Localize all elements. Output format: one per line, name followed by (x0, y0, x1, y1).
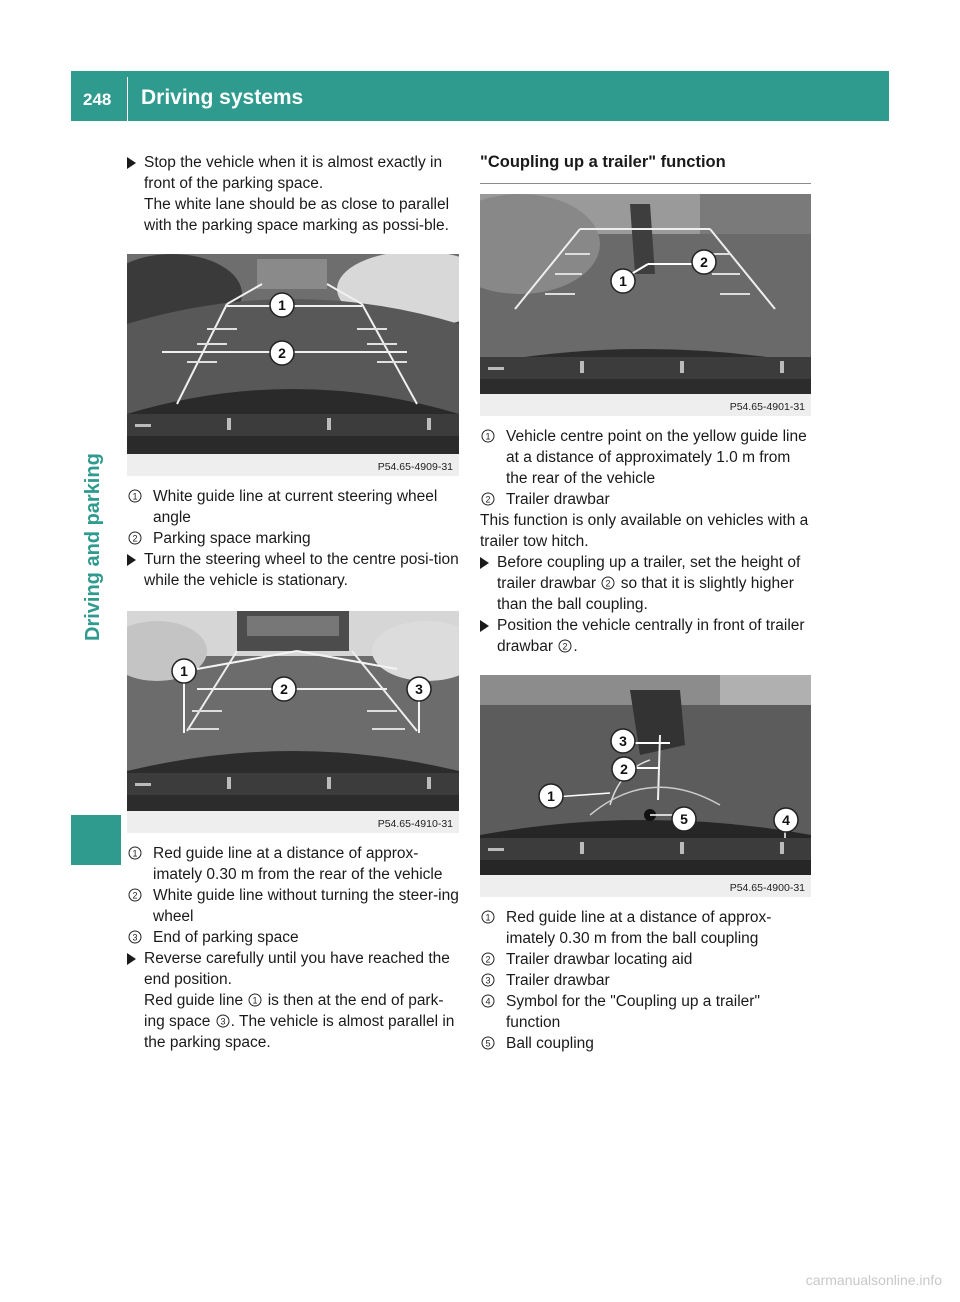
instruction-step: Before coupling up a trailer, set the height of trailer drawbar 2 so that it is slightly higher than the ball coupling. (480, 552, 811, 615)
camera-image-parking-1 (127, 254, 459, 476)
camera-image-parking-2 (127, 611, 459, 833)
svg-text:1: 1 (485, 912, 491, 923)
legend-text: Trailer drawbar locating aid (506, 951, 693, 968)
callout-circle-icon (558, 639, 572, 653)
legend-item (127, 843, 459, 885)
svg-text:2: 2 (132, 890, 138, 901)
header-divider (127, 77, 128, 121)
rear-camera-view-icon (480, 675, 811, 897)
legend-text: End of parking space (153, 929, 299, 946)
step-text: Turn the steering wheel to the centre posi-tion while the vehicle is stationary. (144, 551, 459, 589)
step-text: The white lane should be as close to parallel with the parking space marking as possi-ble. (144, 196, 450, 234)
callout-1: 1 (547, 788, 555, 804)
svg-text:1: 1 (252, 995, 258, 1006)
left-column (127, 152, 459, 1053)
svg-text:5: 5 (485, 1038, 491, 1049)
callout-1: 1 (619, 273, 627, 289)
instruction-step: Position the vehicle centrally in front of trailer drawbar 2 . (480, 615, 811, 657)
callout-circle-icon (128, 489, 142, 503)
svg-text:2: 2 (132, 533, 138, 544)
callout-circle-icon (481, 952, 495, 966)
step-arrow-icon (480, 620, 489, 632)
callout-circle-icon (481, 1036, 495, 1050)
step-arrow-icon (127, 953, 136, 965)
legend-item (127, 528, 459, 549)
watermark: carmanualsonline.info (805, 1272, 942, 1288)
svg-text:2: 2 (562, 641, 568, 652)
rear-camera-view-icon (480, 194, 811, 416)
info-paragraph: This function is only available on vehicles with a trailer tow hitch. (480, 512, 809, 550)
figure-code: P54.65-4909-31 (377, 461, 453, 473)
callout-1: 1 (180, 663, 188, 679)
legend-text: White guide line at current steering wheel angle (153, 488, 438, 526)
legend-item (480, 907, 811, 949)
callout-1: 1 (278, 297, 286, 313)
svg-text:3: 3 (220, 1016, 226, 1027)
legend-text: White guide line without turning the steer-ing wheel (153, 887, 459, 925)
legend-item (127, 486, 459, 528)
legend-item (480, 1033, 811, 1054)
callout-circle-icon (481, 492, 495, 506)
page-header (71, 71, 889, 121)
step-text: Reverse carefully until you have reached the end position. (144, 950, 450, 988)
camera-image-trailer-2 (480, 675, 811, 897)
callout-2: 2 (700, 254, 708, 270)
svg-text:2: 2 (485, 494, 491, 505)
callout-circle-icon (481, 973, 495, 987)
svg-text:2: 2 (605, 578, 611, 589)
callout-circle-icon (216, 1014, 230, 1028)
callout-circle-icon (248, 993, 262, 1007)
instruction-step (127, 152, 459, 236)
figure-code: P54.65-4900-31 (729, 882, 805, 894)
svg-text:1: 1 (485, 431, 491, 442)
callout-5: 5 (680, 811, 688, 827)
svg-text:1: 1 (132, 491, 138, 502)
callout-circle-icon (128, 531, 142, 545)
right-column (480, 152, 811, 1054)
callout-circle-icon (128, 888, 142, 902)
callout-2: 2 (620, 761, 628, 777)
svg-text:4: 4 (485, 996, 491, 1007)
legend-text: Trailer drawbar (506, 491, 610, 508)
figure-code: P54.65-4910-31 (377, 818, 453, 830)
rear-camera-view-icon (127, 254, 459, 476)
section-title: Driving systems (141, 86, 304, 109)
legend-text: Trailer drawbar (506, 972, 610, 989)
step-arrow-icon (127, 554, 136, 566)
legend-text: Red guide line at a distance of approx-imately 0.30 m from the rear of the vehicle (153, 845, 443, 883)
legend-item (480, 949, 811, 970)
legend-item (127, 927, 459, 948)
step-arrow-icon (480, 557, 489, 569)
chapter-label: Driving and parking (82, 453, 104, 641)
camera-image-trailer-1 (480, 194, 811, 416)
callout-3: 3 (619, 733, 627, 749)
section-heading: "Coupling up a trailer" function (480, 152, 811, 184)
figure-code: P54.65-4901-31 (729, 401, 805, 413)
step-arrow-icon (127, 157, 136, 169)
instruction-step (127, 948, 459, 1053)
callout-2: 2 (278, 345, 286, 361)
callout-circle-icon (601, 576, 615, 590)
svg-text:3: 3 (132, 932, 138, 943)
legend-text: Vehicle centre point on the yellow guide line at a distance of approximately 1.0 m from the rear of the vehicle (506, 428, 807, 487)
callout-4: 4 (782, 812, 790, 828)
instruction-step (127, 549, 459, 591)
rear-camera-view-icon (127, 611, 459, 833)
legend-text: Ball coupling (506, 1035, 594, 1052)
callout-circle-icon (481, 910, 495, 924)
callout-circle-icon (481, 429, 495, 443)
legend-item (480, 970, 811, 991)
chapter-side-tab (71, 121, 121, 1241)
legend-item (127, 885, 459, 927)
legend-item (480, 489, 811, 510)
legend-item (480, 991, 811, 1033)
page-number: 248 (83, 90, 112, 109)
step-text: Stop the vehicle when it is almost exactly in front of the parking space. (144, 154, 443, 192)
svg-text:2: 2 (485, 954, 491, 965)
legend-text: Red guide line at a distance of approx-imately 0.30 m from the ball coupling (506, 909, 772, 947)
legend-text: Parking space marking (153, 530, 311, 547)
legend-item (480, 426, 811, 489)
callout-circle-icon (128, 930, 142, 944)
callout-2: 2 (280, 681, 288, 697)
callout-circle-icon (128, 846, 142, 860)
callout-circle-icon (481, 994, 495, 1008)
legend-text: Symbol for the "Coupling up a trailer" function (506, 993, 760, 1031)
callout-3: 3 (415, 681, 423, 697)
svg-text:3: 3 (485, 975, 491, 986)
svg-text:1: 1 (132, 848, 138, 859)
chapter-marker-block (71, 815, 121, 865)
step-text: Red guide line 1 is then at the end of park-ing space 3 . The vehicle is almost parallel in the parking space. (144, 992, 455, 1051)
